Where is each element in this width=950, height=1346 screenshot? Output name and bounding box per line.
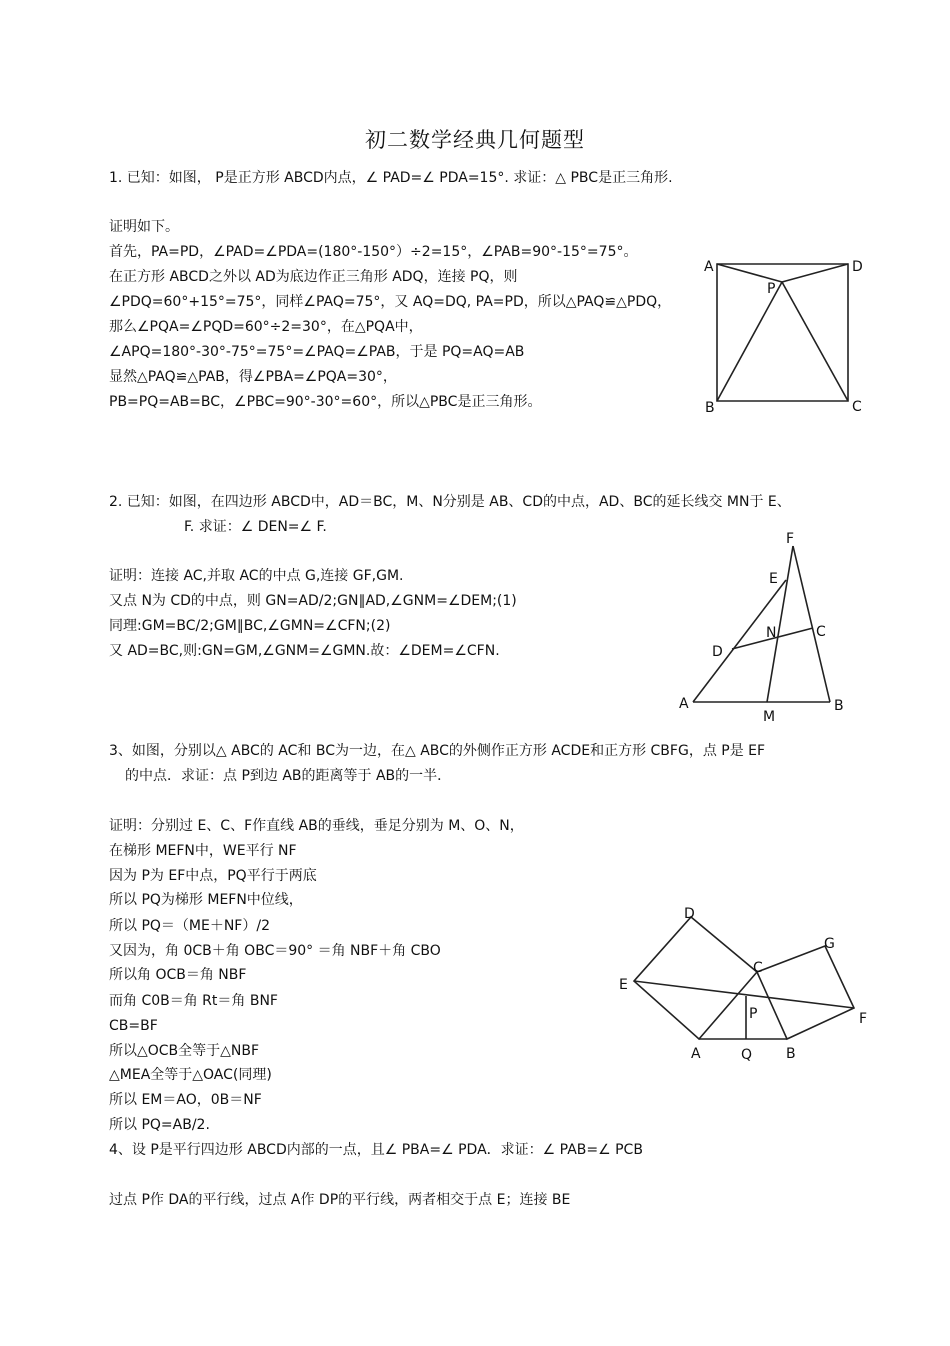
point-label-d: D [852,259,863,275]
problem2-statement: F. 求证：∠ DEN=∠ F. [184,519,327,535]
problem1-proof-line: 显然△PAQ≌△PAB，得∠PBA=∠PQA=30°， [109,369,397,385]
segment-pc [782,282,848,401]
segment-pd [782,264,848,282]
point-label-a: A [679,696,689,712]
point-label-f: F [859,1011,868,1027]
point-label-d: D [712,644,723,660]
problem3-proof-line: 所以 PQ=AB/2. [109,1117,210,1133]
point-label-b: B [786,1046,796,1062]
point-label-m: M [763,709,776,725]
problem1-proof-line: 在正方形 ABCD之外以 AD为底边作正三角形 ADQ，连接 PQ，则 [109,269,518,285]
problem1-proof-line: 首先，PA=PD，∠PAD=∠PDA=(180°-150°）÷2=15°，∠PAB=90°-15°=75°。 [109,244,638,260]
problem1-statement: 1. 已知：如图， P是正方形 ABCD内点，∠ PAD=∠ PDA=15°. 求证：△ PBC是正三角形. [109,170,673,186]
point-label-a: A [704,259,714,275]
problem2-proof-line: 又点 N为 CD的中点，则 GN=AD/2;GN∥AD,∠GNM=∠DEM;(1) [109,593,517,609]
problem3-proof-line: 所以角 OCB＝角 NBF [109,967,247,983]
page-title: 初二数学经典几何题型 [365,128,585,152]
segment-pa [717,264,782,282]
problem3-proof-line: 所以 PQ＝（ME＋NF）/2 [109,918,270,934]
problem3-proof-line: 在梯形 MEFN中，WE平行 NF [109,843,297,859]
segment-ae [693,580,786,702]
problem1-proof-line: 证明如下。 [109,219,179,235]
figure-square-abcd [700,255,870,420]
problem3-proof-line: △MEA全等于△OAC(同理) [109,1067,272,1083]
point-label-d: D [684,906,695,922]
point-label-a: A [691,1046,701,1062]
problem4-statement: 4、设 P是平行四边形 ABCD内部的一点，且∠ PBA=∠ PDA．求证：∠ PAB=∠ PCB [109,1142,643,1158]
problem2-proof-line: 又 AD=BC,则:GN=GM,∠GNM=∠GMN.故：∠DEM=∠CFN. [109,643,500,659]
problem2-statement: 2. 已知：如图，在四边形 ABCD中，AD＝BC，M、N分别是 AB、CD的中点，AD、BC的延长线交 MN于 E、 [109,494,791,510]
problem1-proof-line: PB=PQ=AB=BC，∠PBC=90°-30°=60°，所以△PBC是正三角形。 [109,394,542,410]
problem3-proof-line: 而角 C0B＝角 Rt＝角 BNF [109,993,278,1009]
problem4-proof-line: 过点 P作 DA的平行线，过点 A作 DP的平行线，两者相交于点 E；连接 BE [109,1192,571,1208]
problem3-proof-line: 所以△OCB全等于△NBF [109,1043,260,1059]
figure-two-squares [615,900,875,1070]
point-label-n: N [766,625,777,641]
point-label-p: P [767,281,776,297]
point-label-b: B [705,400,715,416]
problem3-statement: 的中点．求证：点 P到边 AB的距离等于 AB的一半． [125,768,452,784]
point-label-f: F [786,531,795,547]
problem3-proof-line: 又因为，角 0CB＋角 OBC＝90° ＝角 NBF＋角 CBO [109,943,441,959]
problem1-proof-line: ∠PDQ=60°+15°=75°，同样∠PAQ=75°，又 AQ=DQ, PA=PD，所以△PAQ≌△PDQ， [109,294,672,310]
problem2-proof-line: 同理:GM=BC/2;GM∥BC,∠GMN=∠CFN;(2) [109,618,391,634]
problem3-proof-line: 证明：分别过 E、C、F作直线 AB的垂线，垂足分别为 M、O、N， [109,818,524,834]
problem3-proof-line: 因为 P为 EF中点，PQ平行于两底 [109,868,317,884]
segment-ef [634,981,854,1008]
problem1-proof-line: 那么∠PQA=∠PQD=60°÷2=30°，在△PQA中， [109,319,423,335]
point-label-c: C [753,960,763,976]
problem3-proof-line: 所以 PQ为梯形 MEFN中位线， [109,892,303,908]
point-label-e: E [769,571,778,587]
point-label-q: Q [741,1047,753,1063]
problem2-proof-line: 证明：连接 AC,并取 AC的中点 G,连接 GF,GM. [109,568,404,584]
segment-mf [767,546,793,702]
problem3-proof-line: CB=BF [109,1018,158,1034]
point-label-e: E [619,977,628,993]
point-label-b: B [834,698,844,714]
problem1-proof-line: ∠APQ=180°-30°-75°=75°=∠PAQ=∠PAB，于是 PQ=AQ=AB [109,344,525,360]
figure-quadrilateral [675,528,855,728]
point-label-c: C [852,399,862,415]
point-label-p: P [749,1006,758,1022]
point-label-g: G [824,936,835,952]
segment-pb [717,282,782,401]
square-cbfg [757,946,854,1039]
problem3-statement: 3、如图，分别以△ ABC的 AC和 BC为一边，在△ ABC的外侧作正方形 ACDE和正方形 CBFG，点 P是 EF [109,743,766,759]
point-label-c: C [816,624,826,640]
square-acde [634,917,757,1039]
problem3-proof-line: 所以 EM＝AO，0B＝NF [109,1092,262,1108]
